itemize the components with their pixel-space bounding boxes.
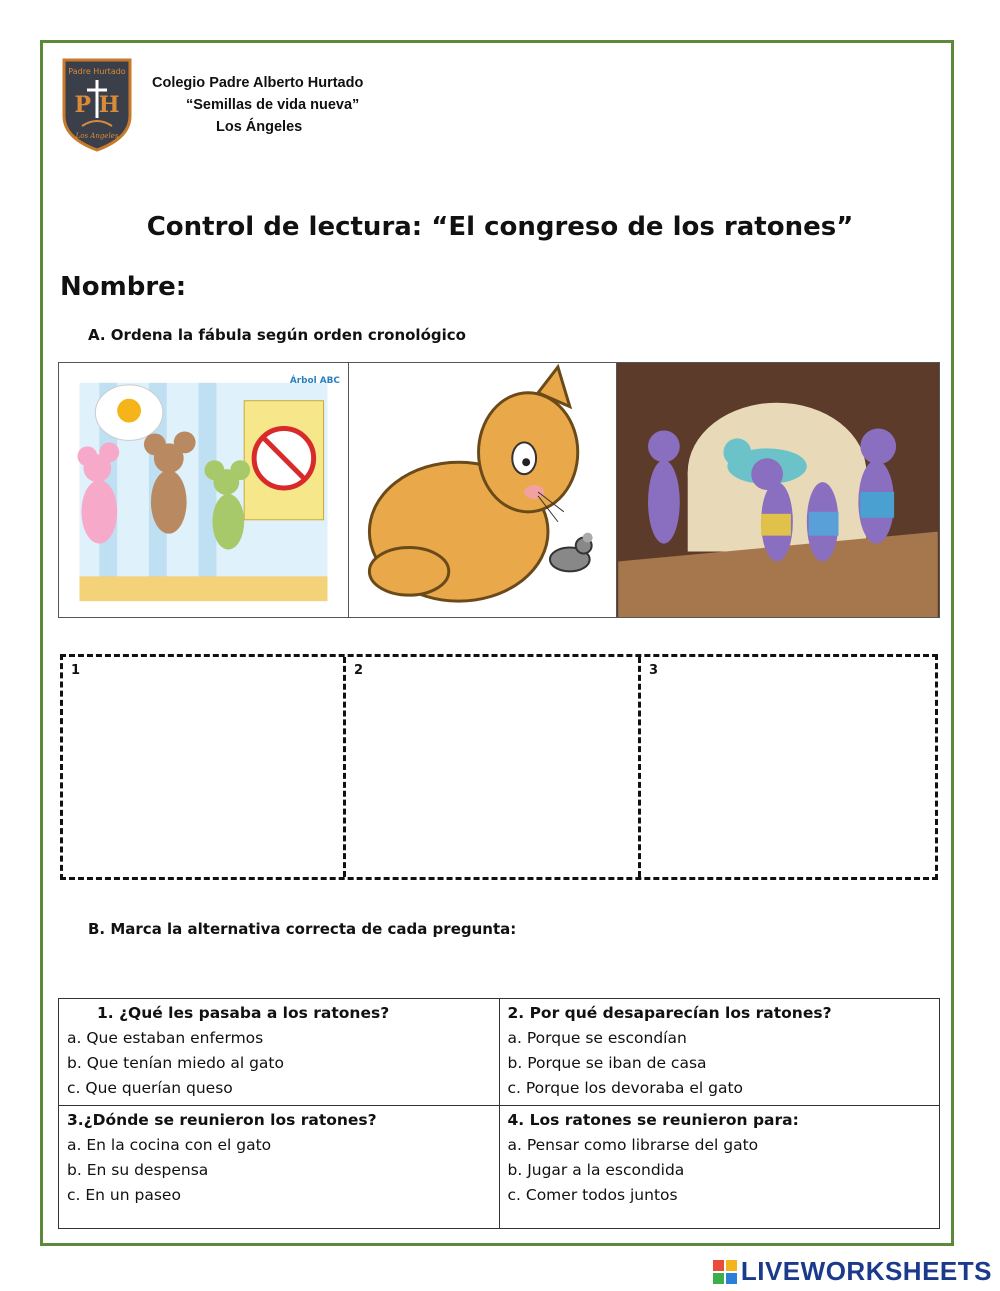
- section-a-heading: A. Ordena la fábula según orden cronológico: [88, 326, 466, 344]
- option[interactable]: b. Jugar a la escondida: [507, 1161, 685, 1179]
- option[interactable]: b. Porque se iban de casa: [507, 1054, 707, 1072]
- questions-table: [58, 998, 940, 1229]
- question-cell: [59, 999, 500, 1106]
- svg-text:Padre Hurtado: Padre Hurtado: [68, 67, 126, 76]
- slot-number: 3: [649, 663, 659, 678]
- school-header: [152, 72, 363, 138]
- question-text: 2. Por qué desaparecían los ratones?: [507, 1004, 832, 1022]
- option[interactable]: a. Porque se escondían: [507, 1029, 687, 1047]
- option[interactable]: a. En la cocina con el gato: [67, 1136, 272, 1154]
- question-text: 3.¿Dónde se reunieron los ratones?: [67, 1111, 377, 1129]
- question-text: 1. ¿Qué les pasaba a los ratones?: [97, 1004, 390, 1022]
- option[interactable]: c. Comer todos juntos: [507, 1186, 678, 1204]
- svg-text:P H: P H: [74, 92, 120, 118]
- liveworksheets-brand: [713, 1256, 992, 1287]
- option[interactable]: b. En su despensa: [67, 1161, 209, 1179]
- section-b-heading: B. Marca la alternativa correcta de cada pregunta:: [88, 920, 517, 938]
- slot-number: 2: [354, 663, 364, 678]
- option[interactable]: b. Que tenían miedo al gato: [67, 1054, 284, 1072]
- image-cat-and-mouse[interactable]: [349, 363, 617, 617]
- option[interactable]: c. En un paseo: [67, 1186, 181, 1204]
- school-city: Los Ángeles: [216, 119, 303, 135]
- school-name: Colegio Padre Alberto Hurtado: [152, 75, 364, 91]
- school-logo: [58, 56, 136, 152]
- drop-slot-1[interactable]: [63, 657, 343, 877]
- ordering-slots: [60, 654, 938, 880]
- question-cell: [499, 999, 940, 1106]
- svg-text:Los Angeles: Los Angeles: [75, 132, 119, 140]
- question-text: 4. Los ratones se reunieron para:: [507, 1111, 799, 1129]
- drop-slot-3[interactable]: [638, 657, 935, 877]
- option[interactable]: c. Porque los devoraba el gato: [507, 1079, 744, 1097]
- question-cell: [499, 1106, 940, 1229]
- name-label: Nombre:: [60, 272, 187, 302]
- brand-label: LIVEWORKSHEETS: [740, 1256, 992, 1286]
- fable-images: [58, 362, 940, 618]
- image-mice-group-cat[interactable]: [617, 363, 939, 617]
- option[interactable]: a. Que estaban enfermos: [67, 1029, 264, 1047]
- drop-slot-2[interactable]: [343, 657, 638, 877]
- worksheet-title: Control de lectura: “El congreso de los ratones”: [146, 212, 854, 242]
- svg-text:Árbol ABC: Árbol ABC: [289, 375, 340, 386]
- liveworksheets-logo-icon: [713, 1260, 737, 1284]
- option[interactable]: c. Que querían queso: [67, 1079, 233, 1097]
- slot-number: 1: [71, 663, 81, 678]
- school-motto: “Semillas de vida nueva”: [186, 97, 360, 113]
- image-mice-meeting[interactable]: [59, 363, 349, 617]
- option[interactable]: a. Pensar como librarse del gato: [507, 1136, 759, 1154]
- question-cell: [59, 1106, 500, 1229]
